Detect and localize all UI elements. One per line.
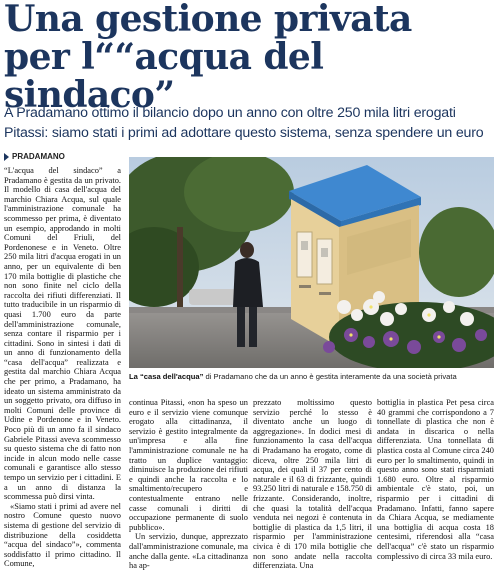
photo-caption bbox=[129, 372, 494, 382]
headline-line-2: per l““acqua del sindaco” bbox=[4, 36, 324, 116]
article-photo bbox=[129, 157, 494, 368]
paragraph: prezzato moltissimo questo servizio perché lo stesso è diventato anche un luogo di aggregazione». In dodici mesi di funzionamento la casa dell'acqua di Pradamano ha erogato, come di diceva, oltre 250 mila litri di acqua, dei quali il 37 per cento di naturale e il 63 di frizzante, quindi 93.250 litri di naturale e 158.750 di frizzante. Considerando, inoltre, che quasi la totalità dell'acqua venduta nei negozi è contenuta in bottiglie di plastica da 1,5 litri, il risparmio per l'amministrazione civica è di 170 mila bottiglie che non sono andate nella raccolta differenziata. Una bbox=[253, 398, 372, 571]
headline-line-1: Una gestione privata bbox=[4, 0, 412, 40]
paragraph: bottiglia in plastica Pet pesa circa 40 grammi che corrispondono a 7 tonnellate di plastica che non è andata in discarica o nella differenziata. Una tonnellata di plastica costa al Comune circa 240 euro per lo smaltimento, quindi in questo anno sono stati risparmiati 1.680 euro. Oltre al risparmio ambientale c'è stato, poi, un risparmio per i cittadini di Pradamano. Infatti, fanno sapere da Chiara Acqua, se mediamente una bottiglia di acqua costa 18 centesimi, riferendosi alla “casa dell'acqua” c'è stato un risparmio complessivo di circa 33 mila euro. bbox=[377, 398, 494, 561]
paragraph: “L'acqua del sindaco” a Pradamano è gestita da un privato. Il modello di casa dell'acqua del marchio Chiara Acqua, sul quale l'amministrazione comunale ha scommesso per prima, è diventato un esempio, approdando in molti Comuni del Friuli, del Pordenonese e in Veneto. Oltre 250 mila litri d'acqua erogati in un anno, per un equivalente di ben 170 mila bottiglie di plastiche che non sono finite nel ciclo della raccolta dei rifiuti differenziati. Il tutto traducibile in un risparmio di quasi 1.700 euro da parte dell'amministrazione comunale, senza contare il risparmio per i cittadini. Sono in sintesi i dati di un anno di funzionamento della “casa dell'acqua” realizzata e gestita dal marchio Chiara Acqua che per primo, a Pradamano, ha ideato un sistema amministrato da un soggetto privato, ora diffuso in molti Comuni delle province di Udine e Pordenone e in Veneto. Poco più di un anno fa il sindaco Gabriele Pitassi aveva scommesso su questo sistema che di fatto non incide in alcun modo nelle casse comunali e garantisce allo stesso tempo un servizio per i cittadini. E a un anno di distanza la scommessa può dirsi vinta. bbox=[4, 166, 121, 502]
subheadline bbox=[4, 103, 496, 143]
article-column-3 bbox=[253, 398, 372, 580]
triangle-marker-icon bbox=[4, 153, 9, 161]
paragraph: continua Pitassi, «non ha speso un euro e il servizio viene comunque erogato alla cittadinanza, il servizio è gestito integralmente da un'impresa e alla fine l'amministrazione comunale ne ha tratto un duplice vantaggio: diminuisce la produzione dei rifiuti e quindi anche la raccolta e lo smaltimento/recupero e contestualmente entrano nelle casse comunali i diritti di occupazione permanente di suolo pubblico». bbox=[129, 398, 248, 532]
article-column-1 bbox=[4, 166, 121, 580]
section-label-text: PRADAMANO bbox=[12, 152, 65, 161]
paragraph: «Siamo stati i primi ad avere nel nostro Comune questo nuovo sistema di gestione del servizio di distribuzione della cosiddetta “acqua del sindaco”», commenta soddisfatto il primo cittadino. Il Comune, bbox=[4, 501, 121, 569]
caption-rest: di Pradamano che da un anno è gestita interamente da una società privata bbox=[203, 372, 457, 381]
headline bbox=[4, 0, 496, 114]
subheadline-line-1: A Pradamano ottimo il bilancio dopo un anno con oltre 250 mila litri erogati bbox=[4, 105, 456, 121]
section-label bbox=[4, 152, 65, 161]
paragraph: Un servizio, dunque, apprezzato dall'amministrazione comunale, ma anche dalla gente. «La cittadinanza ha ap- bbox=[129, 532, 248, 571]
article-column-4 bbox=[377, 398, 494, 580]
water-kiosk-photo bbox=[129, 157, 494, 368]
article-column-2 bbox=[129, 398, 248, 580]
subheadline-line-2: Pitassi: siamo stati i primi ad adottare questo sistema, senza spendere un euro bbox=[4, 125, 484, 141]
caption-lead: La “casa dell'acqua” bbox=[129, 372, 204, 381]
